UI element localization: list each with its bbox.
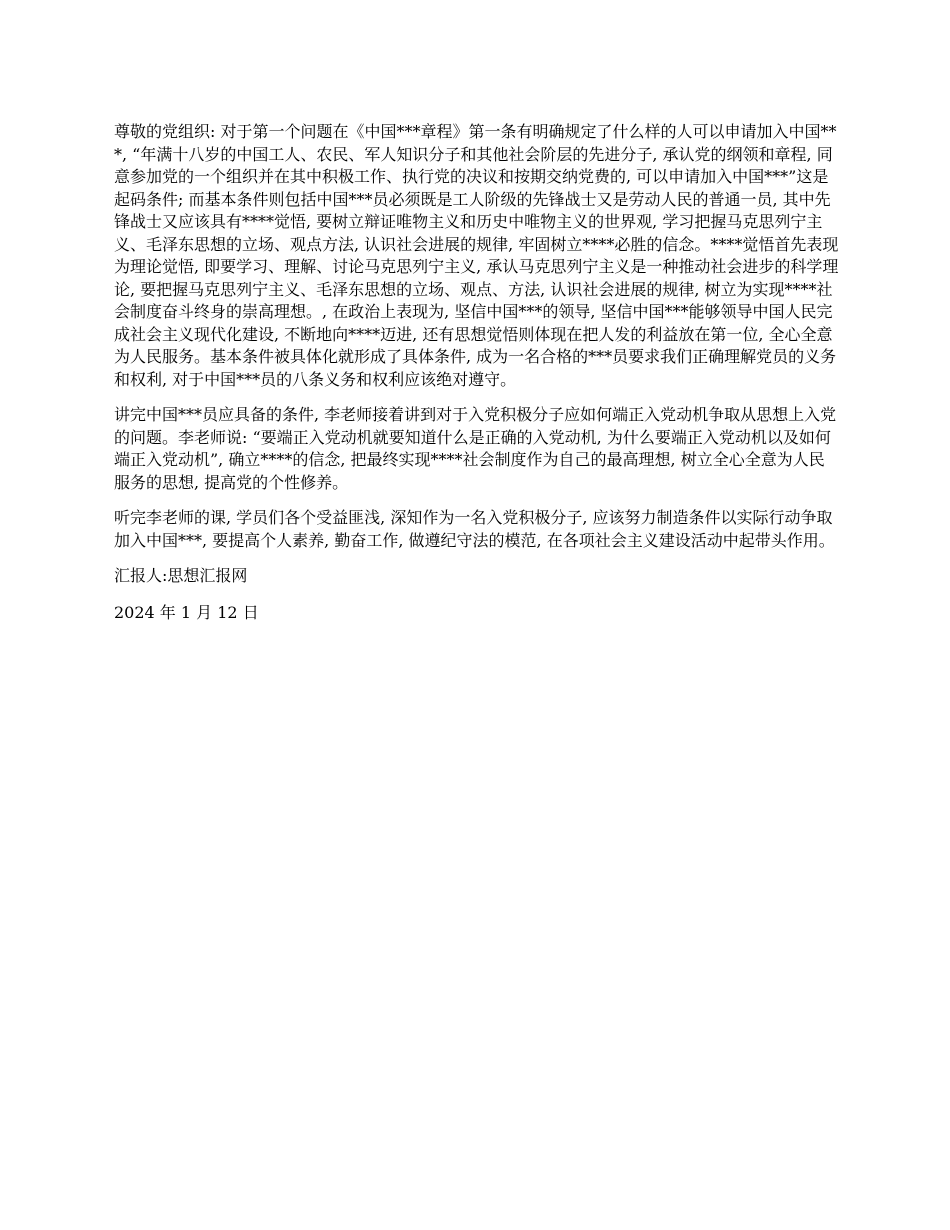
paragraph-1: 尊敬的党组织: 对于第一个问题在《中国***章程》第一条有明确规定了什么样的人可以申请加入中国***, “年满十八岁的中国工人、农民、军人知识分子和其他社会阶层的先进分子, 承认党的纲领和章程, 同意参加党的一个组织并在其中积极工作、执行党的决议和按期交纳党费的, 可以申请加入中国***”这是起码条件; 而基本条件则包括中国***员必须既是工人阶级的先锋战士又是劳动人民的普通一员, 其中先锋战士又应该具有****觉悟, 要树立辩证唯物主义和历史中唯物主义的世界观, 学习把握马克思列宁主义、毛泽东思想的立场、观点方法, 认识社会进展的规律, 牢固树立****必胜的信念。****觉悟首先表现为理论觉悟, 即要学习、理解、讨论马克思列宁主义, 承认马克思列宁主义是一种推动社会进步的科学理论, 要把握马克思列宁主义、毛泽东思想的立场、观点、方法, 认识社会进展的规律, 树立为实现****社会制度奋斗终身的崇高理想。, 在政治上表现为, 坚信中国***的领导, 坚信中国***能够领导中国人民完成社会主义现代化建设, 不断地向****迈进, 还有思想觉悟则体现在把人发的利益放在第一位, 全心全意为人民服务。基本条件被具体化就形成了具体条件, 成为一名合格的***员要求我们正确理解党员的义务和权利, 对于中国***员的八条义务和权利应该绝对遵守。 [114, 122, 839, 389]
paragraph-2: 讲完中国***员应具备的条件, 李老师接着讲到对于入党积极分子应如何端正入党动机争取从思想上入党的问题。李老师说: “要端正入党动机就要知道什么是正确的入党动机, 为什么要端正入党动机以及如何端正入党动机”, 确立****的信念, 把最终实现****社会制度作为自己的最高理想, 树立全心全意为人民服务的思想, 提高党的个性修养。 [114, 405, 837, 492]
paragraph-3: 听完李老师的课, 学员们各个受益匪浅, 深知作为一名入党积极分子, 应该努力制造条件以实际行动争取加入中国***, 要提高个人素养, 勤奋工作, 做遵纪守法的模范, 在各项社会主义建设活动中起带头作用。 [114, 508, 835, 550]
reporter-signature: 汇报人:思想汇报网 [114, 566, 248, 585]
document-page [114, 121, 840, 638]
report-date: 2024 年 1 月 12 日 [114, 602, 259, 622]
